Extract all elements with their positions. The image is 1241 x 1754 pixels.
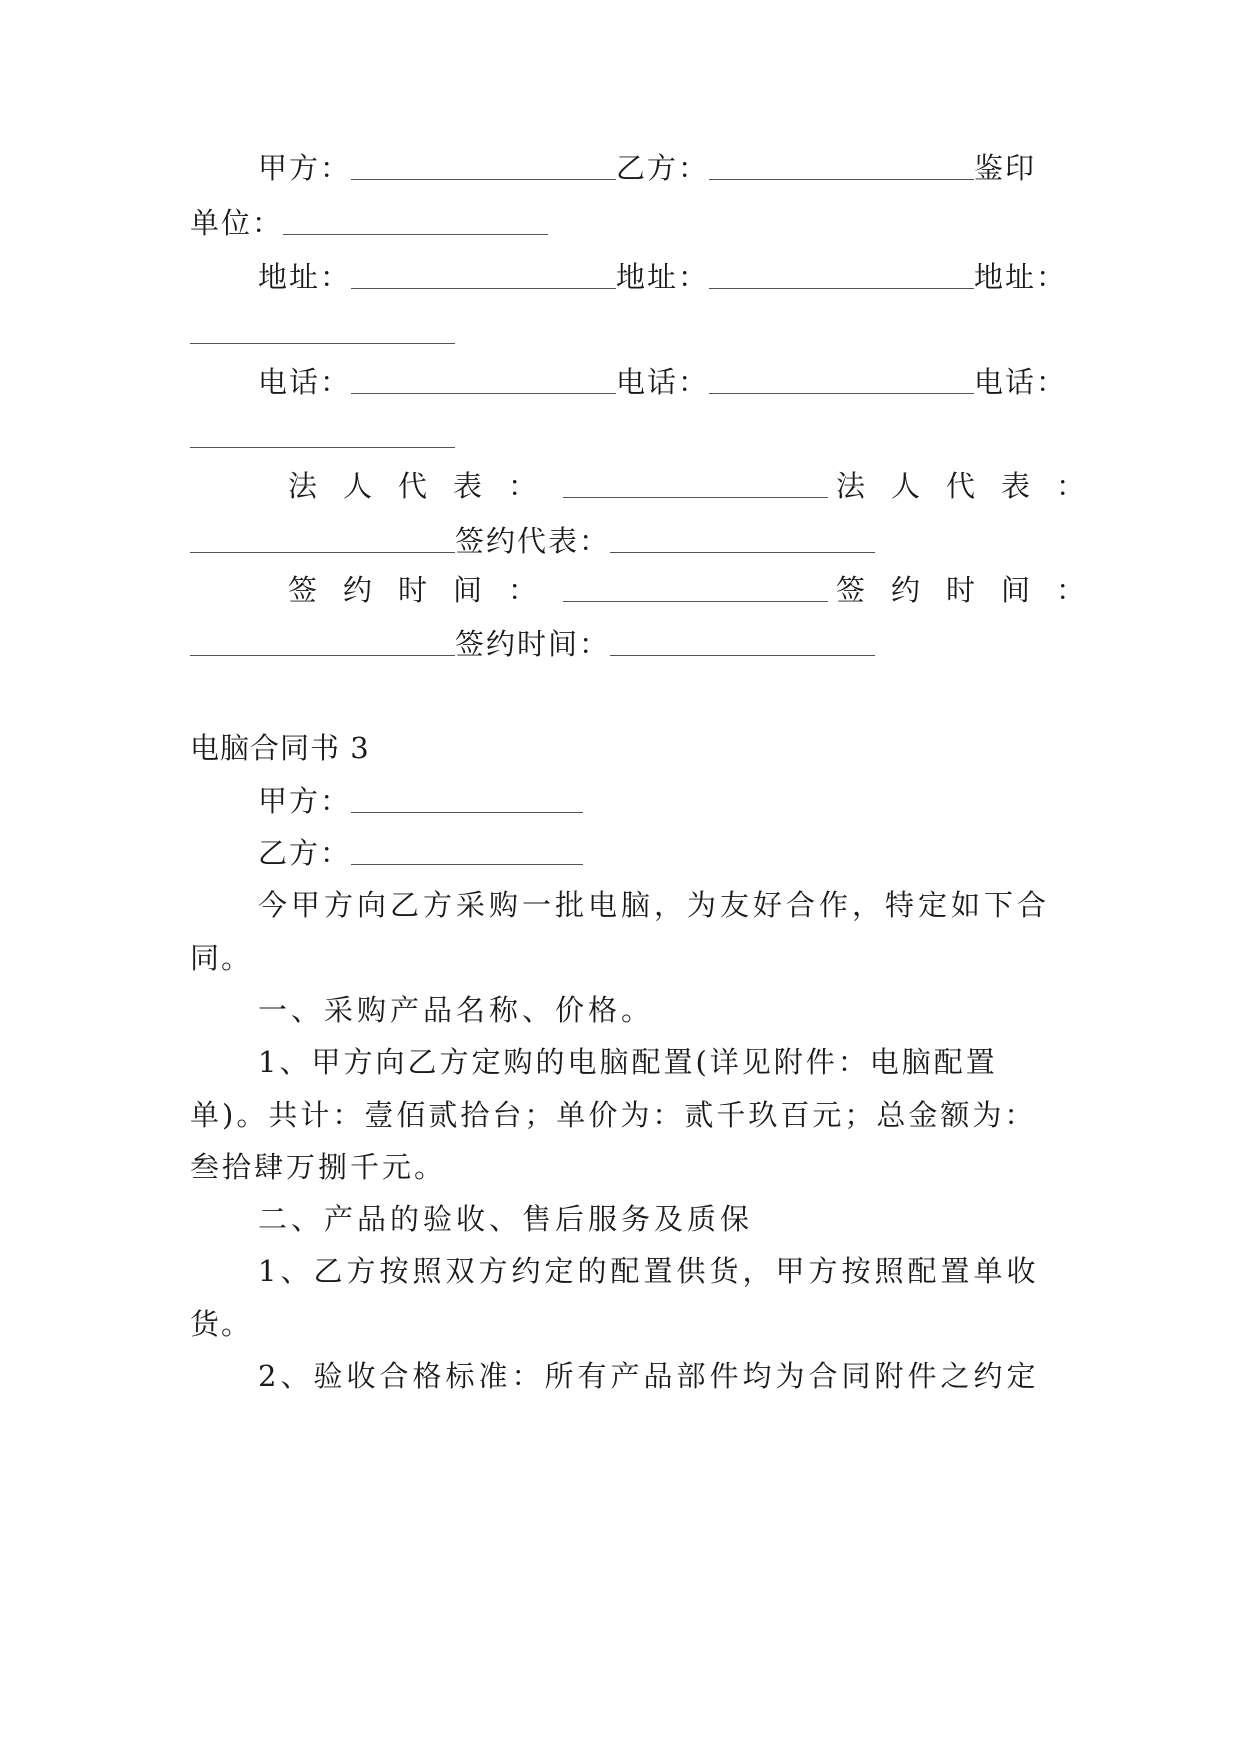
sign-time-a-blank[interactable] (563, 570, 828, 610)
signing-rep-blank[interactable] (610, 521, 875, 561)
legal-rep-row (288, 466, 1112, 506)
clause2-1-line-2: 货。 (190, 1307, 253, 1341)
phone-a-blank[interactable] (351, 362, 616, 402)
intro-line-2: 同。 (190, 941, 253, 975)
phone-row-cont (190, 416, 1070, 456)
phone-b-blank[interactable] (709, 362, 974, 402)
clause2-2-line-1: 2、验收合格标准：所有产品部件均为合同附件之约定 (258, 1359, 1040, 1393)
address-c-blank[interactable] (190, 312, 455, 352)
sign-time-row (288, 570, 1112, 610)
clause2-1-line-1: 1、乙方按照双方约定的配置供货，甲方按照配置单收 (258, 1254, 1040, 1288)
party-a-label: 甲方： (258, 151, 352, 185)
phone-row (258, 362, 1070, 402)
witness-row (190, 203, 1070, 243)
intro-line-1: 今甲方向乙方采购一批电脑，为友好合作，特定如下合 (258, 888, 1051, 922)
address-label-b: 地址： (616, 260, 710, 294)
contract3-party-b-row (258, 833, 1070, 873)
legal-rep-label-b: 法人代表： (836, 469, 1112, 503)
legal-rep-b-blank[interactable] (190, 521, 455, 561)
sign-time-row-cont (190, 624, 1070, 664)
address-b-blank[interactable] (709, 257, 974, 297)
section1-heading: 一、采购产品名称、价格。 (258, 993, 655, 1027)
phone-label-c: 电话： (974, 365, 1068, 399)
address-label-c: 地址： (974, 260, 1068, 294)
legal-rep-row-cont (190, 521, 1070, 561)
signing-rep-label: 签约代表： (455, 524, 611, 558)
sign-time-label-a: 签约时间： (288, 573, 564, 607)
section2-heading: 二、产品的验收、售后服务及质保 (258, 1202, 754, 1236)
party-row (258, 148, 1070, 188)
party-a-blank[interactable] (351, 148, 616, 188)
sign-time-label-c: 签约时间： (455, 627, 611, 661)
sign-time-label-b: 签约时间： (836, 573, 1112, 607)
address-row-cont (190, 312, 1070, 352)
address-a-blank[interactable] (351, 257, 616, 297)
clause1-1-line-1: 1、甲方向乙方定购的电脑配置(详见附件：电脑配置 (258, 1045, 998, 1079)
witness-label-cont: 单位： (190, 206, 284, 240)
contract3-party-b-blank[interactable] (351, 833, 583, 873)
address-row (258, 257, 1070, 297)
contract3-party-a-blank[interactable] (351, 781, 583, 821)
clause1-1-line-3: 叁拾肆万捌千元。 (190, 1150, 447, 1184)
phone-label-a: 电话： (258, 365, 352, 399)
address-label-a: 地址： (258, 260, 352, 294)
clause1-1-line-2: 单)。共计：壹佰贰拾台；单价为：贰千玖百元；总金额为： (190, 1098, 1037, 1132)
legal-rep-label-a: 法人代表： (288, 469, 564, 503)
contract3-party-a-row (258, 781, 1070, 821)
phone-label-b: 电话： (616, 365, 710, 399)
party-b-blank[interactable] (709, 148, 974, 188)
phone-c-blank[interactable] (190, 416, 455, 456)
witness-blank[interactable] (283, 203, 548, 243)
contract-title: 电脑合同书 3 (190, 731, 370, 765)
sign-time-b-blank[interactable] (190, 624, 455, 664)
legal-rep-a-blank[interactable] (563, 466, 828, 506)
contract3-party-a-label: 甲方： (258, 784, 352, 818)
witness-label: 鉴印 (974, 151, 1037, 185)
sign-time-c-blank[interactable] (610, 624, 875, 664)
contract3-party-b-label: 乙方： (258, 836, 352, 870)
party-b-label: 乙方： (616, 151, 710, 185)
